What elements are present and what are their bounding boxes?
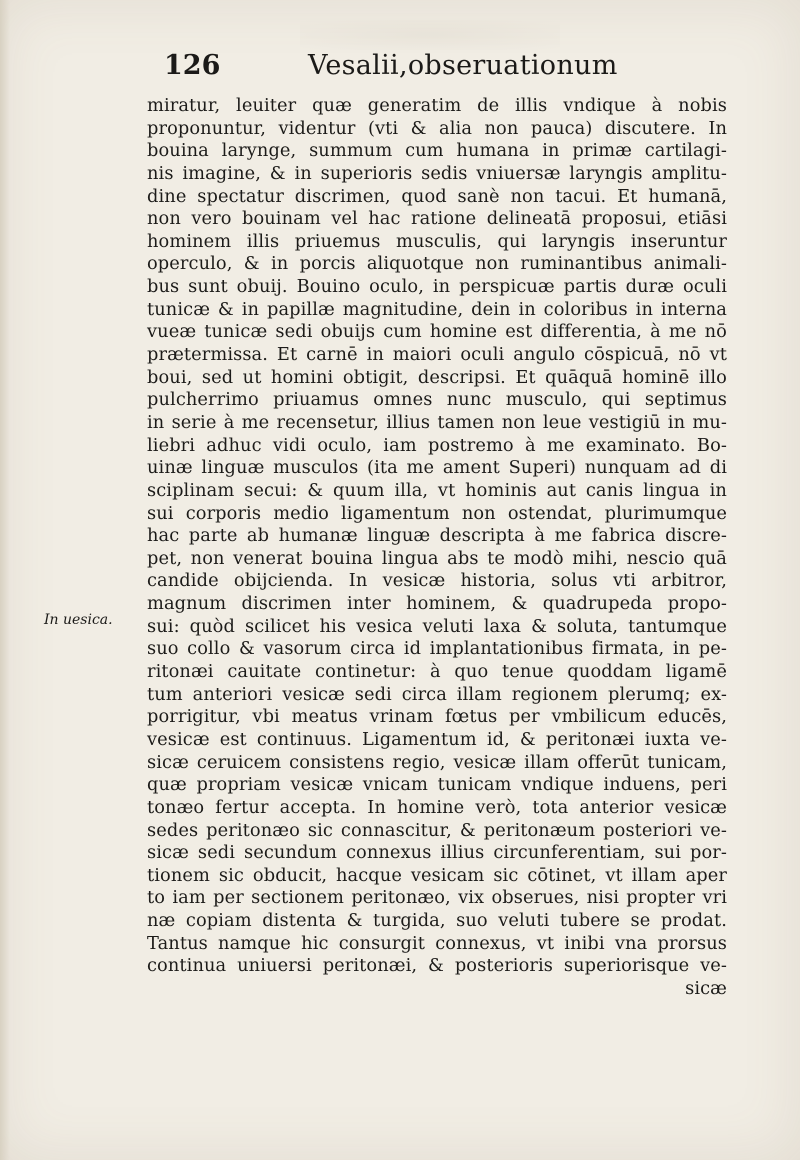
text-line: sedes peritonæo sic connascitur, & peritonæum posteriori ve- xyxy=(147,819,727,841)
text-line: pet, non venerat bouina lingua abs te modò mihi, nescio quā xyxy=(147,547,727,569)
text-line: in serie à me recensetur, illius tamen non leue vestigiū in mu- xyxy=(147,411,727,433)
text-line: uinæ linguæ musculos (ita me ament Superi) nunquam ad di xyxy=(147,457,727,479)
text-line: tum anteriori vesicæ sedi circa illam regionem plerumq; ex- xyxy=(147,683,727,705)
text-line: suo collo & vasorum circa id implantationibus firmata, in pe- xyxy=(147,638,727,660)
text-line: Tantus namque hic consurgit connexus, vt inibi vna prorsus xyxy=(147,932,727,954)
text-line: næ copiam distenta & turgida, suo veluti tubere se prodat. xyxy=(147,910,727,932)
text-line: candide obijcienda. In vesicæ historia, solus vti arbitror, xyxy=(147,570,727,592)
text-line: tunicæ & in papillæ magnitudine, dein in coloribus in interna xyxy=(147,298,727,320)
text-line: to iam per sectionem peritonæo, vix obserues, nisi propter vri xyxy=(147,887,727,909)
marginal-note: In uesica. xyxy=(44,612,113,628)
text-line: bus sunt obuij. Bouino oculo, in perspicuæ partis duræ oculi xyxy=(147,276,727,298)
text-line: vesicæ est continuus. Ligamentum id, & peritonæi iuxta ve- xyxy=(147,728,727,750)
text-line: sui corporis medio ligamentum non ostendat, plurimumque xyxy=(147,502,727,524)
page-number: 126 xyxy=(164,50,221,81)
text-line: operculo, & in porcis aliquotque non ruminantibus animali- xyxy=(147,253,727,275)
text-line: proponuntur, videntur (vti & alia non pauca) discutere. In xyxy=(147,117,727,139)
text-line: magnum discrimen inter hominem, & quadrupeda propo- xyxy=(147,593,727,615)
text-line: sicæ ceruicem consistens regio, vesicæ illam offerūt tunicam, xyxy=(147,751,727,773)
text-line: tonæo fertur accepta. In homine verò, tota anterior vesicæ xyxy=(147,796,727,818)
text-line: bouina larynge, summum cum humana in primæ cartilagi- xyxy=(147,140,727,162)
text-line: prætermissa. Et carnē in maiori oculi angulo cōspicuā, nō vt xyxy=(147,344,727,366)
text-line: pulcherrimo priuamus omnes nunc musculo, qui septimus xyxy=(147,389,727,411)
text-line: sciplinam secui: & quum illa, vt hominis aut canis lingua in xyxy=(147,479,727,501)
page-gutter-shadow xyxy=(0,0,10,1160)
text-line: boui, sed ut homini obtigit, descripsi. Et quāquā hominē illo xyxy=(147,366,727,388)
text-line: continua uniuersi peritonæi, & posterioris superiorisque ve- xyxy=(147,955,727,977)
page-header xyxy=(150,50,710,92)
text-line: dine spectatur discrimen, quod sanè non tacui. Et humanā, xyxy=(147,185,727,207)
text-line: miratur, leuiter quæ generatim de illis vndique à nobis xyxy=(147,95,727,116)
running-title: Vesalii,obseruationum xyxy=(308,50,618,81)
text-line: sicæ sedi secundum connexus illius circunferentiam, sui por- xyxy=(147,842,727,864)
text-line: liebri adhuc vidi oculo, iam postremo à me examinato. Bo- xyxy=(147,434,727,456)
body-text xyxy=(147,95,727,1001)
text-line: quæ propriam vesicæ vnicam tunicam vndique induens, peri xyxy=(147,774,727,796)
text-line: tionem sic obducit, hacque vesicam sic cōtinet, vt illam aper xyxy=(147,864,727,886)
text-line: ritonæi cauitate continetur: à quo tenue quoddam ligamē xyxy=(147,661,727,683)
text-line: sicæ xyxy=(685,977,727,999)
text-line: sui: quòd scilicet his vesica veluti laxa & soluta, tantumque xyxy=(147,615,727,637)
paper-stain xyxy=(300,20,560,50)
text-line: porrigitur, vbi meatus vrinam fœtus per vmbilicum educēs, xyxy=(147,706,727,728)
text-line: hac parte ab humanæ linguæ descripta à me fabrica discre- xyxy=(147,525,727,547)
text-line: non vero bouinam vel hac ratione delineatā proposui, etiāsi xyxy=(147,208,727,230)
text-line: hominem illis priuemus musculis, qui laryngis inseruntur xyxy=(147,230,727,252)
text-line: vueæ tunicæ sedi obuijs cum homine est differentia, à me nō xyxy=(147,321,727,343)
text-line: nis imagine, & in superioris sedis vniuersæ laryngis amplitu- xyxy=(147,162,727,184)
